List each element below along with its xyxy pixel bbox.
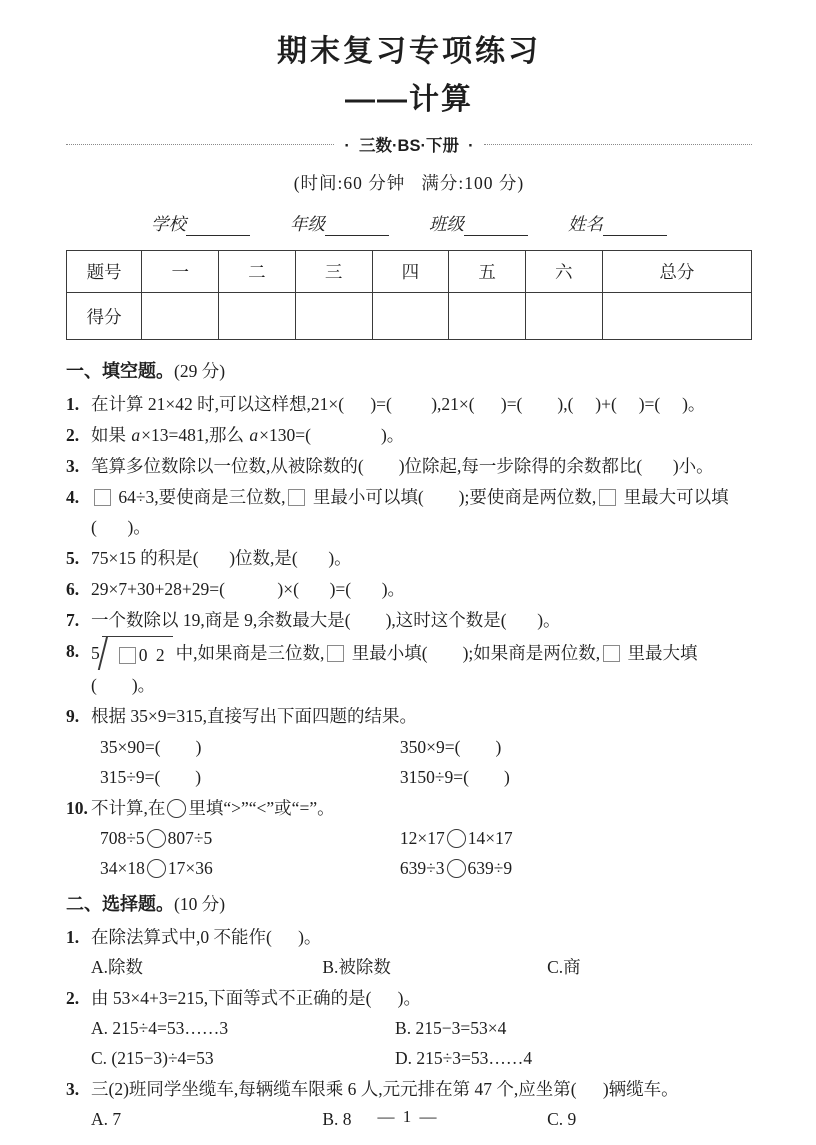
class-field xyxy=(429,211,528,236)
question-text: ×130=( )。 xyxy=(259,424,405,445)
section-title: 一、填空题。 xyxy=(66,361,174,381)
option: A. 7 xyxy=(91,1109,122,1130)
question xyxy=(66,543,752,573)
score-col-4: 四 xyxy=(372,251,449,293)
score-col-5: 五 xyxy=(449,251,526,293)
question-body xyxy=(91,643,698,695)
question-body xyxy=(91,548,352,568)
variable: a xyxy=(249,424,259,445)
blank-box-icon xyxy=(119,647,136,664)
option: B. 215−3=53×4 xyxy=(395,1017,507,1038)
score-col-6: 六 xyxy=(525,251,602,293)
option: A.除数 xyxy=(91,956,144,977)
question-body xyxy=(91,706,417,726)
compare-item xyxy=(400,853,752,883)
question-number: 2. xyxy=(66,424,80,445)
edition-label: · 三数·BS·下册 · xyxy=(344,137,474,155)
score-table-header-label: 题号 xyxy=(67,251,142,293)
question xyxy=(66,389,752,419)
question-text: ×13=481,那么 xyxy=(141,424,249,445)
question-text: 笔算多位数除以一位数,从被除数的( )位除起,每一步除得的余数都比( )小。 xyxy=(91,455,714,476)
question-text: 里最小填( );如果商是两位数, xyxy=(347,643,601,664)
question-number: 10. xyxy=(66,797,88,818)
question xyxy=(66,605,752,635)
long-division-dividend xyxy=(102,636,173,670)
section xyxy=(66,356,752,883)
question-body xyxy=(91,394,705,414)
option: C. (215−3)÷4=53 xyxy=(91,1047,214,1068)
compare-grid xyxy=(66,823,752,883)
question-number: 8. xyxy=(66,641,80,662)
name-field xyxy=(568,211,667,236)
page-title: 期末复习专项练习 xyxy=(277,35,541,68)
score-cell xyxy=(295,293,372,340)
question-text: 里最大可以填( )。 xyxy=(91,486,729,537)
comparison-circle-icon xyxy=(167,799,186,818)
question-body xyxy=(91,425,404,445)
options-row xyxy=(66,952,752,982)
variable: a xyxy=(131,424,141,445)
question-body xyxy=(91,988,421,1008)
score-cell xyxy=(372,293,449,340)
subitem: 350×9=( ) xyxy=(399,736,502,757)
option: B. 8 xyxy=(322,1109,352,1130)
name-label: 姓名 xyxy=(568,214,603,234)
school-blank-line xyxy=(186,217,250,236)
question-text: 在除法算式中,0 不能作( )。 xyxy=(91,926,322,947)
page-subtitle: ——计算 xyxy=(345,83,473,116)
score-row-label: 得分 xyxy=(67,293,142,340)
question-body xyxy=(91,1079,679,1099)
compare-left: 708÷5 xyxy=(100,827,145,848)
compare-right: 807÷5 xyxy=(167,827,213,848)
score-col-2: 二 xyxy=(219,251,296,293)
question-number: 5. xyxy=(66,547,80,568)
score-col-total: 总分 xyxy=(602,251,751,293)
question-text: 中,如果商是三位数, xyxy=(175,643,325,664)
question-text: 三(2)班同学坐缆车,每辆缆车限乘 6 人,元元排在第 47 个,应坐第( )辆缆车。 xyxy=(91,1078,679,1099)
compare-left: 639÷3 xyxy=(399,857,445,878)
class-label: 班级 xyxy=(429,214,464,234)
score-col-1: 一 xyxy=(142,251,219,293)
grade-label: 年级 xyxy=(290,214,325,234)
score-cell xyxy=(219,293,296,340)
blank-box-icon xyxy=(288,489,305,506)
question-text: 不计算,在 xyxy=(91,797,166,818)
question xyxy=(66,701,752,731)
question-text: 里最小可以填( );要使商是两位数, xyxy=(308,486,597,507)
question-text: 29×7+30+28+29=( )×( )=( )。 xyxy=(91,579,406,600)
question xyxy=(66,636,752,700)
option: A. 215÷4=53……3 xyxy=(91,1017,229,1038)
compare-item xyxy=(100,823,400,853)
score-cell xyxy=(142,293,219,340)
question-text: 一个数除以 19,商是 9,余数最大是( ),这时这个数是( )。 xyxy=(91,610,561,631)
compare-right: 639÷9 xyxy=(467,857,513,878)
school-field xyxy=(151,211,250,236)
subitem: 315÷9=( ) xyxy=(100,766,202,787)
question-text: 里填“>”“<”或“=”。 xyxy=(188,797,335,818)
question-number: 2. xyxy=(66,987,80,1008)
option: C. 9 xyxy=(547,1109,577,1130)
question xyxy=(66,922,752,952)
option: B.被除数 xyxy=(322,956,391,977)
blank-box-icon xyxy=(94,489,111,506)
score-cell xyxy=(602,293,751,340)
score-table-header-row xyxy=(67,251,752,293)
score-table xyxy=(66,250,752,340)
compare-left: 12×17 xyxy=(399,827,445,848)
dotted-divider-right xyxy=(484,144,752,145)
question-text: 由 53×4+3=215,下面等式不正确的是( )。 xyxy=(91,987,422,1008)
sections xyxy=(66,356,752,1134)
question-number: 6. xyxy=(66,579,80,600)
dotted-divider-left xyxy=(66,144,334,145)
compare-right: 17×36 xyxy=(167,857,213,878)
compare-left: 34×18 xyxy=(100,857,145,878)
question-body xyxy=(91,487,729,537)
option: D. 215÷3=53……4 xyxy=(395,1047,533,1068)
question-text: 里最大填( )。 xyxy=(91,643,698,696)
grade-field xyxy=(290,211,389,236)
class-blank-line xyxy=(464,217,528,236)
question-body xyxy=(91,798,335,818)
options-row xyxy=(66,1013,752,1073)
subitem: 35×90=( ) xyxy=(100,736,202,757)
score-table-score-row xyxy=(67,293,752,340)
question-number: 9. xyxy=(66,706,80,727)
section-heading xyxy=(66,356,752,388)
question-body xyxy=(91,579,405,599)
compare-right: 14×17 xyxy=(467,827,513,848)
question xyxy=(66,482,752,542)
question-number: 3. xyxy=(66,1078,80,1099)
comparison-circle-icon xyxy=(147,829,166,848)
subitem-grid xyxy=(66,732,752,792)
compare-item xyxy=(400,823,752,853)
score-cell xyxy=(449,293,526,340)
section-score: (10 分) xyxy=(174,894,226,914)
subitem: 3150÷9=( ) xyxy=(399,766,510,787)
question-number: 4. xyxy=(66,486,80,507)
section-score: (29 分) xyxy=(174,361,226,381)
compare-item xyxy=(100,853,400,883)
long-division-divisor: 5 xyxy=(91,643,100,664)
question-number: 1. xyxy=(66,926,80,947)
question-body xyxy=(91,610,561,630)
blank-box-icon xyxy=(603,645,620,662)
long-division-digits: 0 2 xyxy=(138,645,167,666)
comparison-circle-icon xyxy=(447,829,466,848)
section-title: 二、选择题。 xyxy=(66,894,174,914)
score-col-3: 三 xyxy=(295,251,372,293)
edition-row xyxy=(66,132,752,156)
grade-blank-line xyxy=(325,217,389,236)
blank-box-icon xyxy=(599,489,616,506)
question-number: 7. xyxy=(66,610,80,631)
blank-box-icon xyxy=(327,645,344,662)
question xyxy=(66,451,752,481)
question xyxy=(66,1074,752,1104)
question xyxy=(66,793,752,823)
long-division xyxy=(91,636,173,670)
page-number: — 1 — xyxy=(377,1107,439,1126)
question-body xyxy=(91,927,321,947)
name-blank-line xyxy=(603,217,667,236)
question xyxy=(66,420,752,450)
question-body xyxy=(91,456,714,476)
question-number: 1. xyxy=(66,393,80,414)
question-text: 75×15 的积是( )位数,是( )。 xyxy=(91,547,352,568)
question-text: 在计算 21×42 时,可以这样想,21×( )=( ),21×( )=( ),( )+( )=( )。 xyxy=(91,393,706,414)
option: C.商 xyxy=(547,956,581,977)
question-text: 64÷3,要使商是三位数, xyxy=(114,486,286,507)
question-text: 根据 35×9=315,直接写出下面四题的结果。 xyxy=(91,706,417,727)
comparison-circle-icon xyxy=(447,859,466,878)
question xyxy=(66,574,752,604)
question xyxy=(66,983,752,1013)
section xyxy=(66,889,752,1134)
score-cell xyxy=(525,293,602,340)
student-info-row xyxy=(66,211,752,236)
comparison-circle-icon xyxy=(147,859,166,878)
exam-meta: (时间:60 分钟 满分:100 分) xyxy=(293,173,525,193)
section-heading xyxy=(66,889,752,921)
school-label: 学校 xyxy=(151,214,186,234)
question-number: 3. xyxy=(66,455,80,476)
question-text: 如果 xyxy=(91,424,131,445)
